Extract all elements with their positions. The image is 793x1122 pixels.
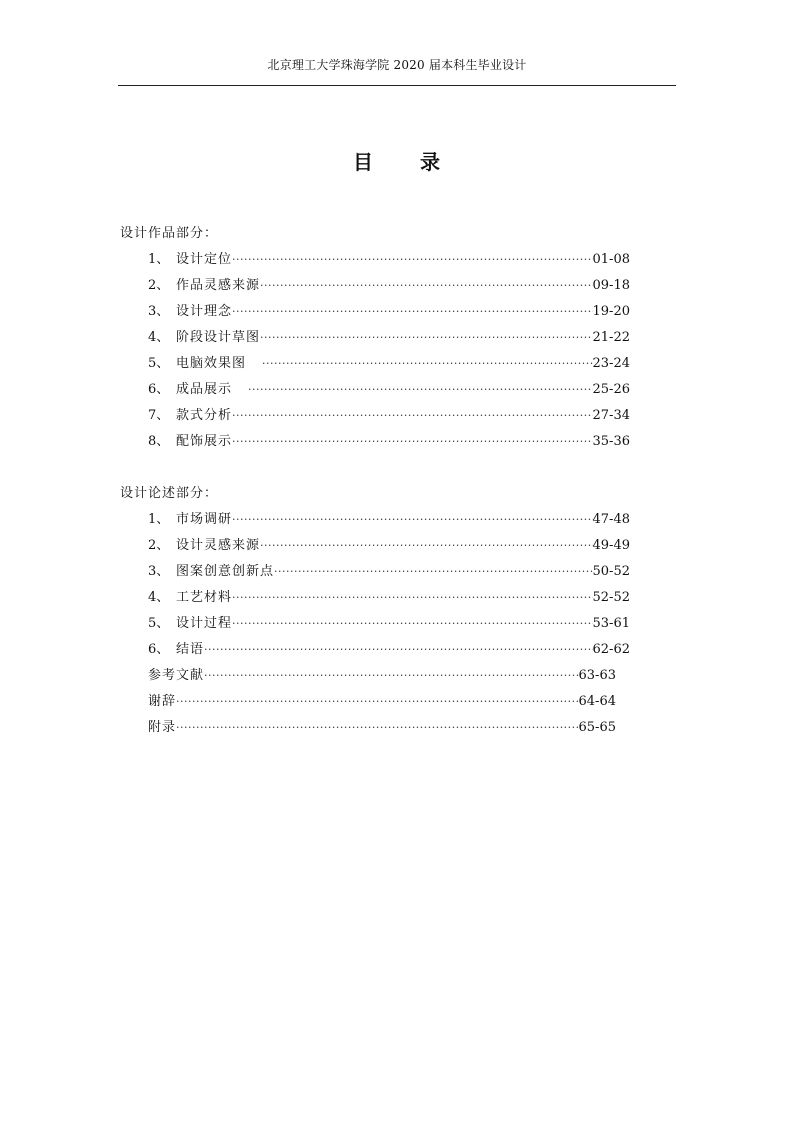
- toc-entry[interactable]: [148, 663, 616, 689]
- entry-number: 2、: [148, 538, 170, 553]
- toc-entry[interactable]: [148, 689, 616, 715]
- entry-label: 谢辞: [148, 694, 177, 709]
- toc-entry[interactable]: [148, 715, 616, 741]
- dot-leader: [262, 351, 593, 377]
- dot-leader: [232, 247, 593, 273]
- dot-leader: [260, 533, 593, 559]
- dot-leader: [232, 507, 593, 533]
- entry-label: 作品灵感来源: [176, 278, 261, 293]
- section-entries: [120, 247, 630, 455]
- toc-entry[interactable]: [148, 247, 630, 273]
- dot-leader: [260, 325, 593, 351]
- extra-entries: [120, 663, 616, 741]
- entry-pages: 52-52: [592, 590, 630, 605]
- entry-pages: 09-18: [592, 278, 630, 293]
- dot-leader: [232, 429, 593, 455]
- entry-pages: 65-65: [578, 720, 616, 735]
- toc-entry[interactable]: [148, 299, 630, 325]
- dot-leader: [232, 299, 593, 325]
- toc-title: 目 录: [353, 150, 460, 174]
- header-rule: [118, 85, 676, 86]
- section-discussion: [120, 481, 630, 741]
- toc-entry[interactable]: [148, 507, 630, 533]
- entry-label: 设计定位: [176, 252, 233, 267]
- entry-number: 3、: [148, 564, 170, 579]
- entry-label: 参考文献: [148, 668, 205, 683]
- entry-label: 附录: [148, 720, 177, 735]
- entry-number: 1、: [148, 252, 170, 267]
- entry-label: 成品展示: [176, 382, 233, 397]
- dot-leader: [274, 559, 593, 585]
- entry-label: 阶段设计草图: [176, 330, 261, 345]
- entry-label: 市场调研: [176, 512, 233, 527]
- toc-entry[interactable]: [148, 429, 630, 455]
- entry-pages: 49-49: [592, 538, 630, 553]
- entry-number: 1、: [148, 512, 170, 527]
- section-heading: 设计作品部分：: [120, 226, 219, 241]
- entry-label: 工艺材料: [176, 590, 233, 605]
- entry-pages: 21-22: [592, 330, 630, 345]
- entry-number: 8、: [148, 434, 170, 449]
- page-header: 北京理工大学珠海学院 2020 届本科生毕业设计: [267, 58, 527, 72]
- entry-pages: 19-20: [592, 304, 630, 319]
- entry-pages: 50-52: [592, 564, 630, 579]
- entry-pages: 62-62: [592, 642, 630, 657]
- dot-leader: [248, 377, 593, 403]
- entry-label: 结语: [176, 642, 205, 657]
- toc-entry[interactable]: [148, 585, 630, 611]
- entry-pages: 25-26: [592, 382, 630, 397]
- entry-label: 电脑效果图: [176, 356, 247, 371]
- toc-entry[interactable]: [148, 533, 630, 559]
- dot-leader: [232, 403, 593, 429]
- entry-pages: 64-64: [578, 694, 616, 709]
- section-entries: [120, 507, 630, 663]
- entry-label: 图案创意创新点: [176, 564, 275, 579]
- entry-label: 配饰展示: [176, 434, 233, 449]
- dot-leader: [204, 663, 579, 689]
- toc-entry[interactable]: [148, 559, 630, 585]
- toc-entry[interactable]: [148, 611, 630, 637]
- toc-entry[interactable]: [148, 403, 630, 429]
- entry-pages: 35-36: [592, 434, 630, 449]
- entry-pages: 53-61: [592, 616, 630, 631]
- entry-pages: 01-08: [592, 252, 630, 267]
- section-heading: 设计论述部分：: [120, 486, 219, 501]
- toc-entry[interactable]: [148, 273, 630, 299]
- entry-number: 7、: [148, 408, 170, 423]
- entry-number: 3、: [148, 304, 170, 319]
- toc-entry[interactable]: [148, 351, 630, 377]
- dot-leader: [204, 637, 593, 663]
- toc-entry[interactable]: [148, 637, 630, 663]
- entry-label: 设计理念: [176, 304, 233, 319]
- entry-number: 4、: [148, 330, 170, 345]
- entry-label: 款式分析: [176, 408, 233, 423]
- entry-number: 2、: [148, 278, 170, 293]
- toc-entry[interactable]: [148, 325, 630, 351]
- entry-number: 6、: [148, 642, 170, 657]
- dot-leader: [232, 585, 593, 611]
- entry-pages: 47-48: [592, 512, 630, 527]
- entry-pages: 63-63: [578, 668, 616, 683]
- entry-number: 5、: [148, 356, 170, 371]
- entry-number: 6、: [148, 382, 170, 397]
- dot-leader: [232, 611, 593, 637]
- entry-number: 5、: [148, 616, 170, 631]
- entry-pages: 27-34: [592, 408, 630, 423]
- entry-pages: 23-24: [592, 356, 630, 371]
- dot-leader: [176, 715, 579, 741]
- entry-label: 设计灵感来源: [176, 538, 261, 553]
- dot-leader: [260, 273, 593, 299]
- section-works: [120, 221, 630, 455]
- entry-number: 4、: [148, 590, 170, 605]
- dot-leader: [176, 689, 579, 715]
- toc-entry[interactable]: [148, 377, 630, 403]
- entry-label: 设计过程: [176, 616, 233, 631]
